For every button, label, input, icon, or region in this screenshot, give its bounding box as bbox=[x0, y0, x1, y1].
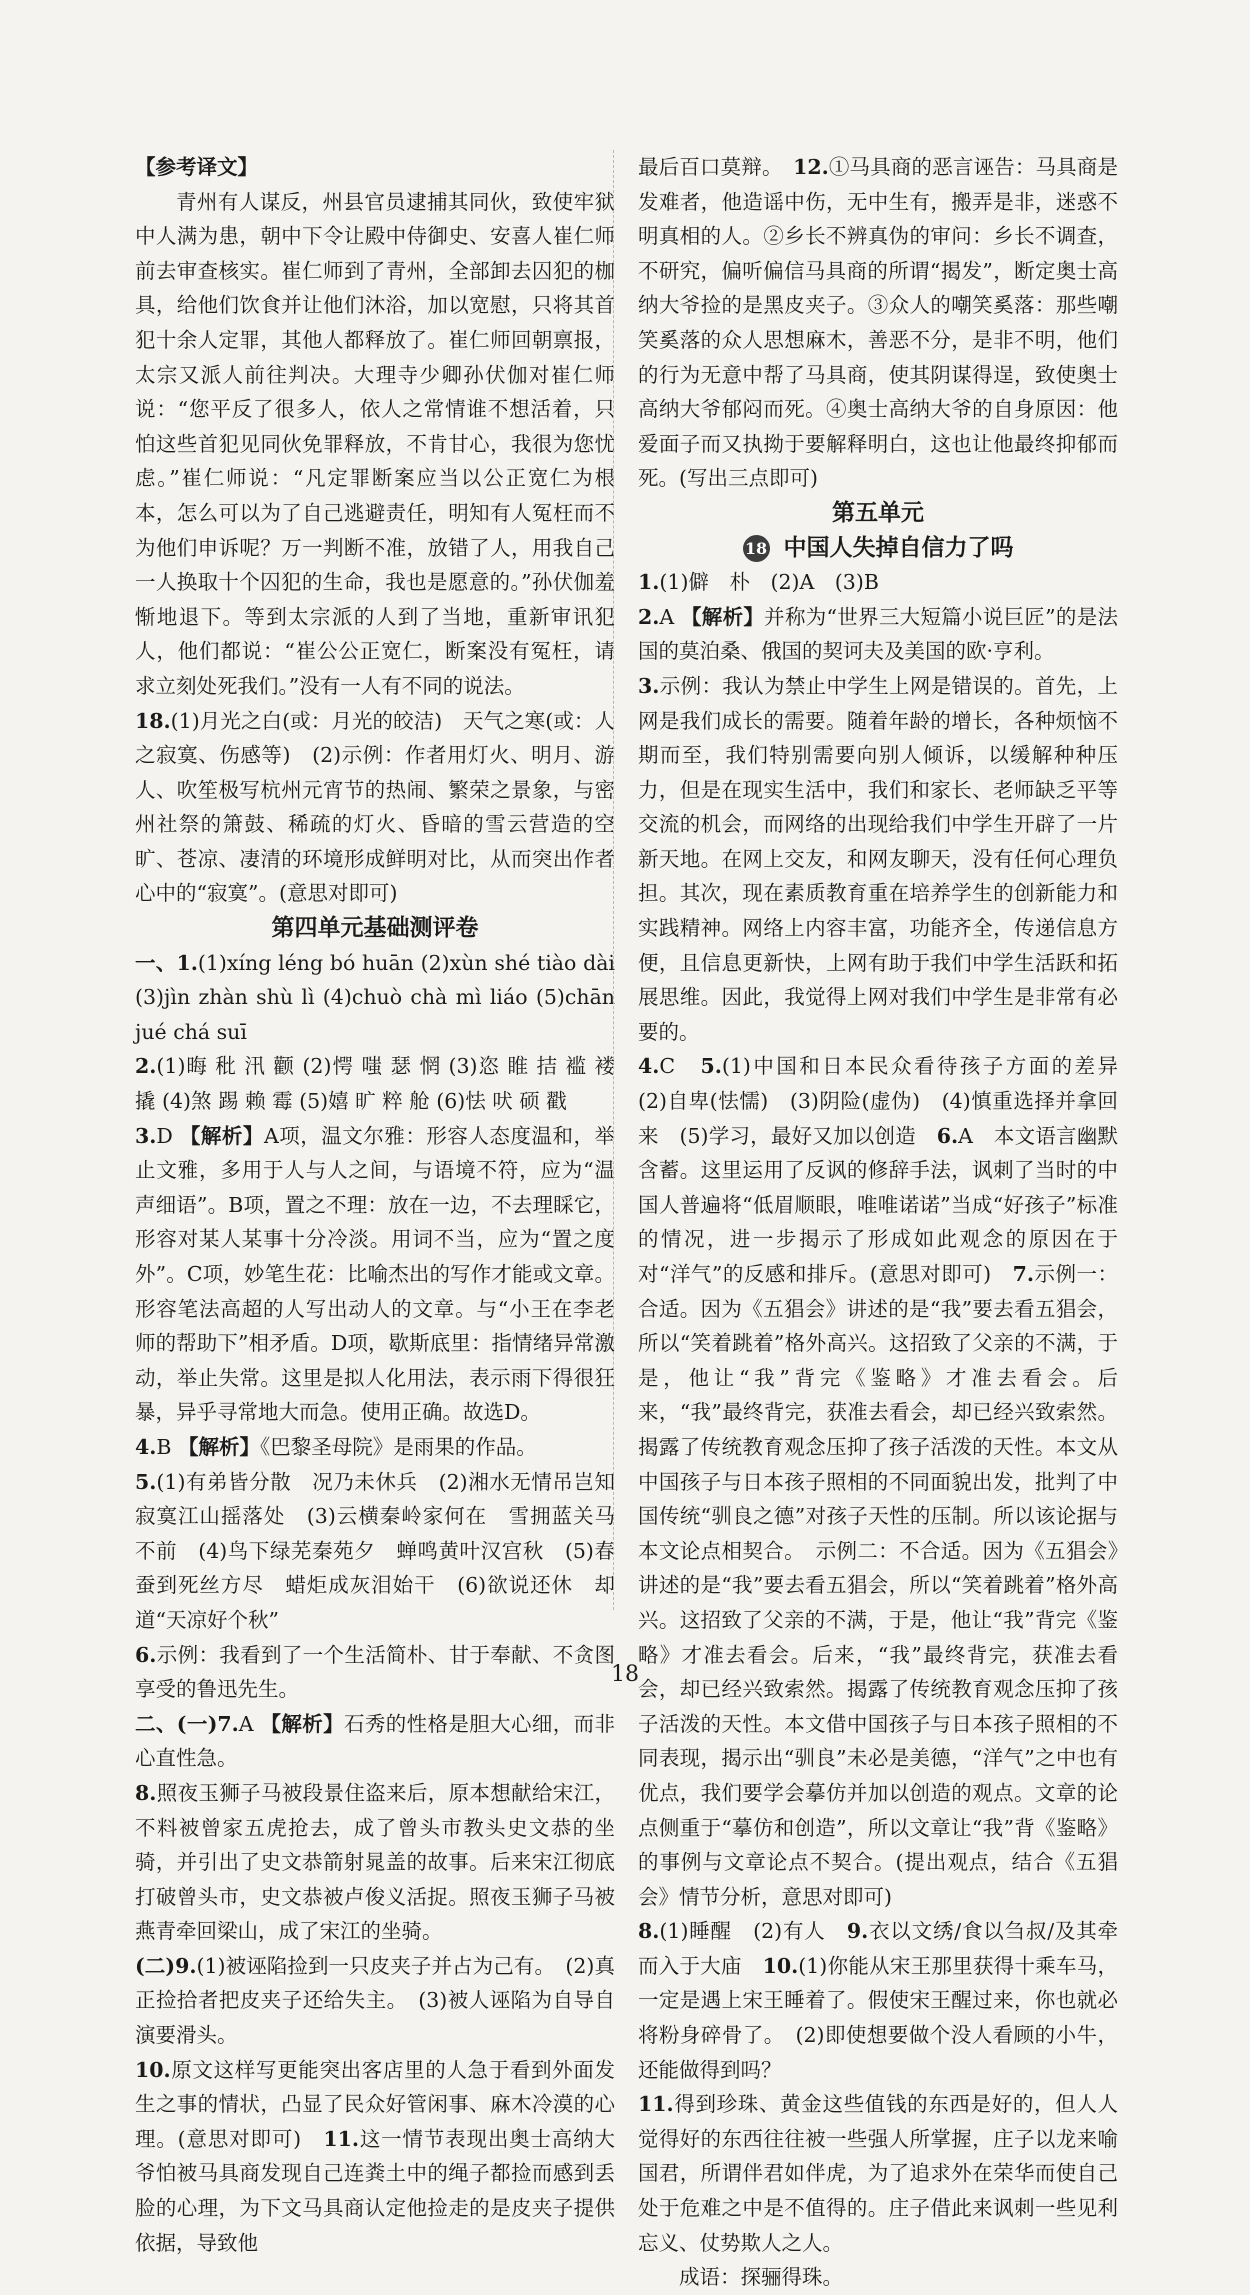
answer-7: 二、(一)7.A 【解析】石秀的性格是胆大心细，而非心直性急。 bbox=[135, 1711, 615, 1771]
r-answer-11: 11.得到珍珠、黄金这些值钱的东西是好的，但人人觉得好的东西往往被一些强人所掌握，庄子以龙来喻国君，所谓伴君如伴虎，为了追求外在荣华而使自己处于危难之中是不值得的。庄子借此来讽刺一些见利忘义、仗势欺人之人。 bbox=[638, 2092, 1118, 2255]
answer-8: 8.照夜玉狮子马被段景住盗来后，原本想献给宋江，不料被曾家五虎抢去，成了曾头市教头史文恭的坐骑，并引出了史文恭箭射晁盖的故事。后来宋江彻底打破曾头市，史文恭被卢俊义活捉。照夜玉狮子马被燕青牵回梁山，成了宋江的坐骑。 bbox=[135, 1780, 615, 1944]
r-answer-2: 2.A 【解析】并称为“世界三大短篇小说巨匠”的是法国的莫泊桑、俄国的契诃夫及美国的欧·亨利。 bbox=[638, 604, 1118, 664]
answer-11-12: 最后百口莫辩。 12.①马具商的恶言诬告：马具商是发难者，他造谣中伤，无中生有，搬弄是非，迷惑不明真相的人。②乡长不辨真伪的审问：乡长不调查，不研究，偏听偏信马具商的所谓“揭发”，断定奥士高纳大爷捡的是黑皮夹子。③众人的嘲笑奚落：那些嘲笑奚落的众人思想麻木，善恶不分，是非不明，他们的行为无意中帮了马具商，使其阴谋得逞，致使奥士高纳大爷郁闷而死。④奥士高纳大爷的自身原因：他爱面子而又执拗于要解释明白，这也让他最终抑郁而死。(写出三点即可) bbox=[638, 155, 1119, 491]
reference-translation-text: 青州有人谋反，州县官员逮捕其同伙，致使牢狱中人满为患，朝中下令让殿中侍御史、安喜人崔仁师前去审查核实。崔仁师到了青州，全部卸去囚犯的枷具，给他们饮食并让他们沐浴，加以宽慰，只将其首犯十余人定罪，其他人都释放了。崔仁师回朝禀报，太宗又派人前往判决。大理寺少卿孙伏伽对崔仁师说：“您平反了很多人，依人之常情谁不想活着，只怕这些首犯见同伙免罪释放，不肯甘心，我很为您忧虑。”崔仁师说：“凡定罪断案应当以公正宽仁为根本，怎么可以为了自己逃避责任，明知有人冤枉而不为他们申诉呢？万一判断不准，放错了人，用我自己一人换取十个囚犯的生命，我也是愿意的。”孙伏伽羞惭地退下。等到太宗派的人到了当地，重新审讯犯人，他们都说：“崔公公正宽仁，断案没有冤枉，请求立刻处死我们。”没有一人有不同的说法。 bbox=[135, 189, 615, 698]
r-answer-3: 3.示例：我认为禁止中学生上网是错误的。首先，上网是我们成长的需要。随着年龄的增长，各种烦恼不期而至，我们特别需要向别人倾诉，以缓解种种压力，但是在现实生活中，我们和家长、老师缺乏平等交流的机会，而网络的出现给我们中学生开辟了一片新天地。在网上交友，和网友聊天，没有任何心理负担。其次，现在素质教育重在培养学生的创新能力和实践精神。网络上内容丰富，功能齐全，传递信息方便，且信息更新快，上网有助于我们中学生活跃和拓展思维。因此，我觉得上网对我们中学生是非常有必要的。 bbox=[638, 673, 1118, 1044]
reference-translation-header: 【参考译文】 bbox=[135, 155, 258, 179]
idiom-answer: 成语：探骊得珠。 bbox=[679, 2265, 843, 2290]
unit4-test-title: 第四单元基础测评卷 bbox=[271, 914, 479, 942]
unit5-title: 第五单元 bbox=[832, 498, 924, 526]
answer-9: (二)9.(1)被诬陷捡到一只皮夹子并占为己有。 (2)真正捡拾者把皮夹子还给失主。 (3)被人诬陷为自导自演要滑头。 bbox=[135, 1953, 615, 2048]
r-answer-1: 1.(1)僻 朴 (2)A (3)B bbox=[638, 570, 879, 595]
answer-1: 一、1.(1)xíng léng bó huān (2)xùn shé tiào dài (3)jìn zhàn shù lì (4)chuò chà mì liáo (5)chān jué chá suī bbox=[135, 950, 615, 1044]
column-divider bbox=[613, 150, 615, 1610]
answer-4: 4.B 【解析】《巴黎圣母院》是雨果的作品。 bbox=[135, 1434, 537, 1459]
answer-10-11: 10.原文这样写更能突出客店里的人急于看到外面发生之事的情状，凸显了民众好管闲事、麻木冷漠的心理。(意思对即可) 11.这一情节表现出奥士高纳大爷怕被马具商发现自己连粪土中的绳子都捡而感到丢脸的心理，为下文马具商认定他捡走的是皮夹子提供依据，导致他 bbox=[135, 2057, 616, 2255]
left-column bbox=[135, 150, 636, 2260]
answer-6: 6.示例：我看到了一个生活简朴、甘于奉献、不贪图享受的鲁迅先生。 bbox=[135, 1642, 615, 1702]
answer-2: 2.(1)晦 秕 汛 颧 (2)愕 嗤 瑟 惘 (3)恣 睢 拮 褴 褛 撬 (4)煞 踢 赖 霉 (5)嬉 旷 粹 舱 (6)怯 吠 硕 戳 bbox=[135, 1054, 615, 1114]
r-answer-4-7: 4.C 5.(1)中国和日本民众看待孩子方面的差异 (2)自卑(怯懦) (3)阴险(虚伪) (4)慎重选择并拿回来 (5)学习，最好又加以创造 6.A 本文语言幽默含蓄。这里运用了反讽的修辞手法，讽刺了当时的中国人普遍将“低眉顺眼，唯唯诺诺”当成“好孩子”标准的情况，进一步揭示了形成如此观念的原因在于对“洋气”的反感和排斥。(意思对即可) 7.示例一：合适。因为《五猖会》讲述的是“我”要去看五猖会，所以“笑着跳着”格外高兴。这招致了父亲的不满，于是，他让“我”背完《鉴略》才准去看会。后来，“我”最终背完，获准去看会，却已经兴致索然。揭露了传统教育观念压抑了孩子活泼的天性。本文从中国孩子与日本孩子照相的不同面貌出发，批判了中国传统“驯良之德”对孩子天性的压制。所以该论据与本文论点相契合。 示例二：不合适。因为《五猖会》讲述的是“我”要去看五猖会，所以“笑着跳着”格外高兴。这招致了父亲的不满，于是，他让“我”背完《鉴略》才准去看会。后来，“我”最终背完，获准去看会，却已经兴致索然。揭露了传统教育观念压抑了孩子活泼的天性。本文借中国孩子与日本孩子照相的不同表现，揭示出“驯良”未必是美德，“洋气”之中也有优点，我们要学会摹仿并加以创造的观点。文章的论点侧重于“摹仿和创造”，所以文章让“我”背《鉴略》的事例与文章论点不契合。(提出观点，结合《五猖会》情节分析，意思对即可) bbox=[638, 1054, 1139, 1909]
lesson-title: 18 中国人失掉自信力了吗 bbox=[638, 531, 1118, 566]
answer-3: 3.D 【解析】A项，温文尔雅：形容人态度温和，举止文雅，多用于人与人之间，与语境不符，应为“温声细语”。B项，置之不理：放在一边，不去理睬它，形容对某人某事十分冷淡。用词不当，应为“置之度外”。C项，妙笔生花：比喻杰出的写作才能或文章。形容笔法高超的人写出动人的文章。与“小王在李老师的帮助下”相矛盾。D项，歇斯底里：指情绪异常激动，举止失常。这里是拟人化用法，表示雨下得很狂暴，异乎寻常地大而急。使用正确。故选D。 bbox=[135, 1123, 615, 1425]
answer-18: 18.(1)月光之白(或：月光的皎洁) 天气之寒(或：人之寂寞、伤感等) (2)示例：作者用灯火、明月、游人、吹笙极写杭州元宵节的热闹、繁荣之景象，与密州社祭的箫鼓、稀疏的灯火、昏暗的雪云营造的空旷、苍凉、凄清的环境形成鲜明对比，从而突出作者心中的“寂寞”。(意思对即可) bbox=[135, 708, 615, 906]
lesson-number-badge: 18 bbox=[743, 535, 770, 562]
r-answer-8-10: 8.(1)睡醒 (2)有人 9.衣以文绣/食以刍叔/及其牵而入于大庙 10.(1)你能从宋王那里获得十乘车马，一定是遇上宋王睡着了。假使宋王醒过来，你也就必将粉身碎骨了。 (2)即使想要做个没人看顾的小牛，还能做得到吗？ bbox=[638, 1919, 1119, 2082]
answer-5: 5.(1)有弟皆分散 况乃未休兵 (2)湘水无情吊岂知 寂寞江山摇落处 (3)云横秦岭家何在 雪拥蓝关马不前 (4)鸟下绿芜秦苑夕 蝉鸣黄叶汉宫秋 (5)春蚕到死丝方尽 蜡炬成灰泪始干 (6)欲说还休 却道“天凉好个秋” bbox=[135, 1469, 636, 1632]
right-column bbox=[638, 150, 1139, 2295]
page-number: 18 bbox=[611, 1662, 639, 1687]
